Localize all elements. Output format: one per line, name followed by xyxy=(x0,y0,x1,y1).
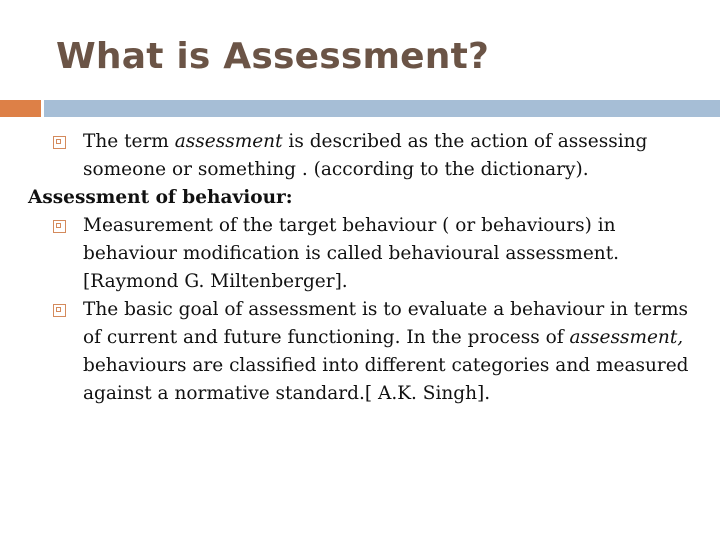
slide-content xyxy=(28,128,708,408)
bullet-item-definition xyxy=(28,128,708,184)
bullet-item-measurement xyxy=(28,212,708,296)
bullet-item-goal xyxy=(28,296,708,408)
bullet-text-goal-before: The basic goal of assessment is to evaluate a behaviour in terms of current and future functioning. In the process of xyxy=(83,299,689,348)
bullet-text-measurement: Measurement of the target behaviour ( or behaviours) in behaviour modification is called behavioural assessment.[Raymond G. Miltenberger]. xyxy=(83,215,620,292)
square-bullet-icon xyxy=(53,304,66,317)
bullet-text-after-term: is described as the action of assessing someone or something . (according to the dictionary). xyxy=(83,131,648,180)
bullet-text-before-term: The term xyxy=(83,131,175,152)
square-bullet-icon xyxy=(53,136,66,149)
bullet-text-goal-after: behaviours are classified into different categories and measured against a normative standard.[ A.K. Singh]. xyxy=(83,355,689,404)
bullet-term-assessment: assessment xyxy=(174,131,283,152)
square-bullet-icon xyxy=(53,220,66,233)
accent-bar-blue xyxy=(44,100,720,117)
bullet-term-assessment-goal: assessment, xyxy=(569,327,684,348)
slide-title: What is Assessment? xyxy=(56,36,490,77)
accent-bar-orange xyxy=(0,100,41,117)
section-heading: Assessment of behaviour: xyxy=(28,187,293,208)
